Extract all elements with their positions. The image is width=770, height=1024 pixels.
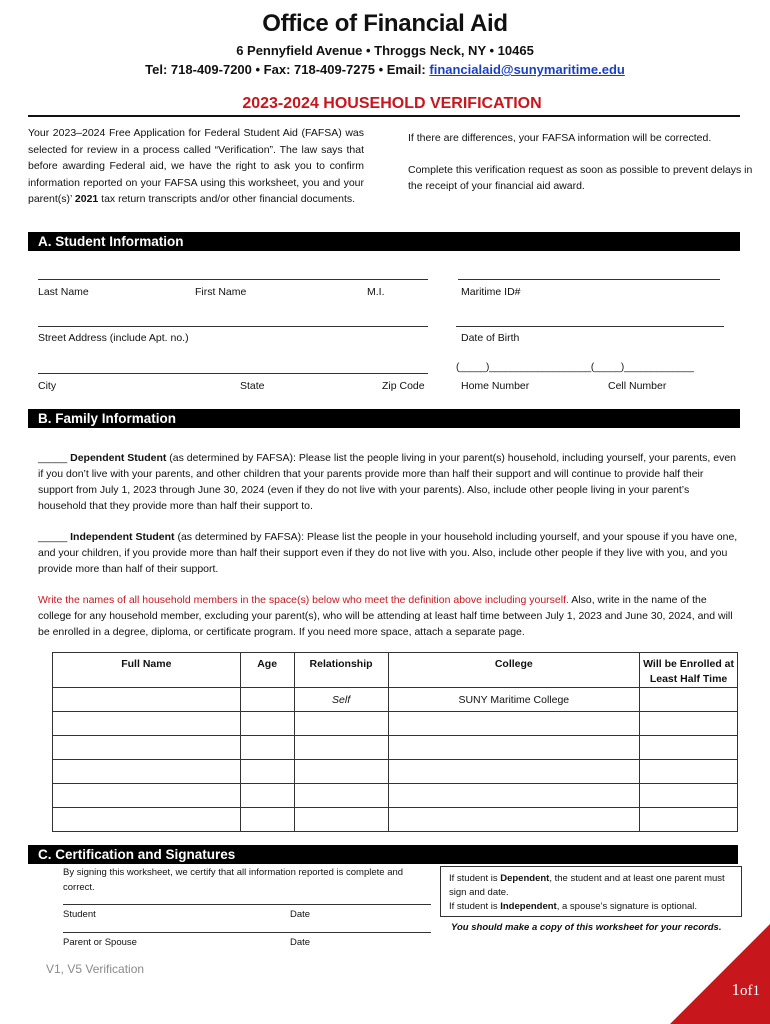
dependent-text: (as determined by FAFSA): Please list the people living in your parent(s) household, including yourself, your parents, even if you don’t live with your parents, and other children that your parents provide more than half their support and will continue to provide half their support from July 1, 2023 through June 30, 2024 (even if they do not live with your parents). Also, include other people living in your parent’s household that they provide more than half their support to. — [38, 452, 737, 512]
name-line[interactable] — [38, 279, 428, 280]
cell-age[interactable] — [240, 736, 294, 760]
cell-college[interactable] — [388, 760, 640, 784]
page-current: 1 — [731, 980, 740, 999]
student-signature-label: Student — [63, 909, 96, 920]
ind-note-bold: Independent — [500, 901, 557, 912]
cell-relationship[interactable]: Self — [294, 688, 388, 712]
intro-text-b: tax return transcripts and/or other financial documents. — [98, 193, 356, 205]
home-number-label: Home Number — [461, 380, 530, 392]
ind-note-a: If student is — [449, 901, 501, 912]
dependent-checkline[interactable]: _____ — [38, 452, 71, 464]
page-total: of1 — [740, 983, 760, 999]
maritime-id-line[interactable] — [458, 279, 720, 280]
first-name-label: First Name — [195, 286, 247, 298]
col-college: College — [388, 653, 640, 688]
table-row — [53, 712, 738, 736]
cell-enrolled[interactable] — [640, 784, 738, 808]
last-name-label: Last Name — [38, 286, 89, 298]
instruction-red: Write the names of all household members in the space(s) below who meet the definition above including yourself. — [38, 594, 569, 606]
cell-relationship[interactable] — [294, 736, 388, 760]
col-enrolled-half-time: Will be Enrolled at Least Half Time — [640, 653, 738, 688]
col-full-name: Full Name — [53, 653, 241, 688]
cell-relationship[interactable] — [294, 760, 388, 784]
table-row — [53, 736, 738, 760]
intro-notes — [408, 130, 753, 210]
independent-student-paragraph — [38, 529, 738, 577]
independent-checkline[interactable]: _____ — [38, 531, 71, 543]
certification-text: By signing this worksheet, we certify that all information reported is complete and correct. — [63, 867, 404, 893]
cell-full-name[interactable] — [53, 688, 241, 712]
cell-enrolled[interactable] — [640, 688, 738, 712]
copy-reminder: You should make a copy of this worksheet for your records. — [451, 922, 722, 933]
dob-label: Date of Birth — [461, 332, 520, 344]
parent-signature-label: Parent or Spouse — [63, 937, 137, 948]
city-label: City — [38, 380, 57, 392]
table-header-row — [53, 653, 738, 688]
street-label: Street Address (include Apt. no.) — [38, 332, 189, 344]
version-label: V1, V5 Verification — [46, 962, 145, 976]
household-table — [52, 652, 738, 832]
col-relationship: Relationship — [294, 653, 388, 688]
cell-age[interactable] — [240, 808, 294, 832]
contact-numbers: Tel: 718-409-7200 • Fax: 718-409-7275 • Email: — [145, 62, 430, 77]
office-contact — [0, 62, 770, 77]
zip-label: Zip Code — [382, 380, 425, 392]
street-line[interactable] — [38, 326, 428, 327]
cell-college[interactable]: SUNY Maritime College — [388, 688, 640, 712]
section-b-heading: B. Family Information — [28, 409, 740, 428]
intro-correction-note: If there are differences, your FAFSA information will be corrected. — [408, 132, 712, 144]
mi-label: M.I. — [367, 286, 385, 298]
cell-age[interactable] — [240, 712, 294, 736]
dependent-student-paragraph — [38, 450, 738, 514]
cell-college[interactable] — [388, 712, 640, 736]
dob-line[interactable] — [456, 326, 724, 327]
city-line[interactable] — [38, 373, 428, 374]
intro-text-a: Your 2023–2024 Free Application for Federal Student Aid (FAFSA) was selected for review in a process called “Verification”. The law says that before awarding Federal aid, we have the right to ask you to confirm information reported on your FAFSA using this worksheet, you and your parent(s)’ — [28, 127, 364, 205]
dependent-label: Dependent Student — [70, 452, 167, 464]
table-row — [53, 760, 738, 784]
dep-note-a: If student is — [449, 873, 501, 884]
intro-paragraph — [28, 125, 364, 208]
cell-relationship[interactable] — [294, 784, 388, 808]
independent-note — [449, 900, 733, 914]
cell-full-name[interactable] — [53, 760, 241, 784]
office-address: 6 Pennyfield Avenue • Throggs Neck, NY • 10465 — [236, 43, 534, 58]
cell-relationship[interactable] — [294, 808, 388, 832]
instruction-rest: Also, write in the name of the college for any household member, excluding your parent(s), who will be attending at least half time between July 1, 2023 and June 30, 2024, and will be enrolled in a degree, diploma, or certificate program. If you need more space, attach a separate page. — [38, 594, 733, 638]
form-title: 2023-2024 HOUSEHOLD VERIFICATION — [242, 95, 542, 112]
student-signature-line[interactable] — [63, 904, 431, 905]
cell-age[interactable] — [240, 688, 294, 712]
corner-triangle-decoration — [670, 924, 770, 1024]
page-number — [732, 980, 761, 1000]
cell-enrolled[interactable] — [640, 808, 738, 832]
parent-date-label: Date — [290, 937, 311, 948]
table-row — [53, 784, 738, 808]
independent-text: (as determined by FAFSA): Please list the people in your household including yourself, and your spouse if you have one, and your children, if you provide more than half their support even if they do not live with you. Also, include other people if they live with you, and you provide more than half of their support. — [38, 531, 738, 575]
cell-college[interactable] — [388, 736, 640, 760]
title-divider — [28, 115, 740, 117]
maritime-id-label: Maritime ID# — [461, 286, 521, 298]
cell-full-name[interactable] — [53, 784, 241, 808]
intro-tax-year: 2021 — [74, 193, 99, 205]
cell-enrolled[interactable] — [640, 736, 738, 760]
cell-college[interactable] — [388, 784, 640, 808]
page-title: Office of Financial Aid — [262, 10, 508, 37]
cell-age[interactable] — [240, 784, 294, 808]
table-row — [53, 688, 738, 712]
cell-number-label: Cell Number — [608, 380, 667, 392]
cell-full-name[interactable] — [53, 808, 241, 832]
ind-note-b: , a spouse’s signature is optional. — [556, 901, 698, 912]
cell-full-name[interactable] — [53, 712, 241, 736]
cell-enrolled[interactable] — [640, 760, 738, 784]
dependent-note — [449, 872, 733, 900]
dep-note-bold: Dependent — [500, 873, 550, 884]
cell-age[interactable] — [240, 760, 294, 784]
email-link[interactable]: financialaid@sunymaritime.edu — [429, 62, 625, 77]
section-c-heading: C. Certification and Signatures — [28, 845, 738, 864]
signature-requirements-box — [440, 866, 742, 917]
parent-signature-line[interactable] — [63, 932, 431, 933]
cell-college[interactable] — [388, 808, 640, 832]
state-label: State — [240, 380, 265, 392]
student-date-label: Date — [290, 909, 311, 920]
cell-enrolled[interactable] — [640, 712, 738, 736]
phone-line[interactable]: (_____)___________________(_____)_____________ — [456, 362, 694, 373]
cell-relationship[interactable] — [294, 712, 388, 736]
household-instructions — [38, 592, 738, 640]
col-age: Age — [240, 653, 294, 688]
cell-full-name[interactable] — [53, 736, 241, 760]
dep-note-b: , the student and at least one parent must sign and date. — [449, 873, 725, 898]
independent-label: Independent Student — [70, 531, 175, 543]
intro-deadline-note: Complete this verification request as soon as possible to prevent delays in the receipt of your financial aid award. — [408, 163, 753, 192]
section-a-heading: A. Student Information — [28, 232, 740, 251]
table-row — [53, 808, 738, 832]
